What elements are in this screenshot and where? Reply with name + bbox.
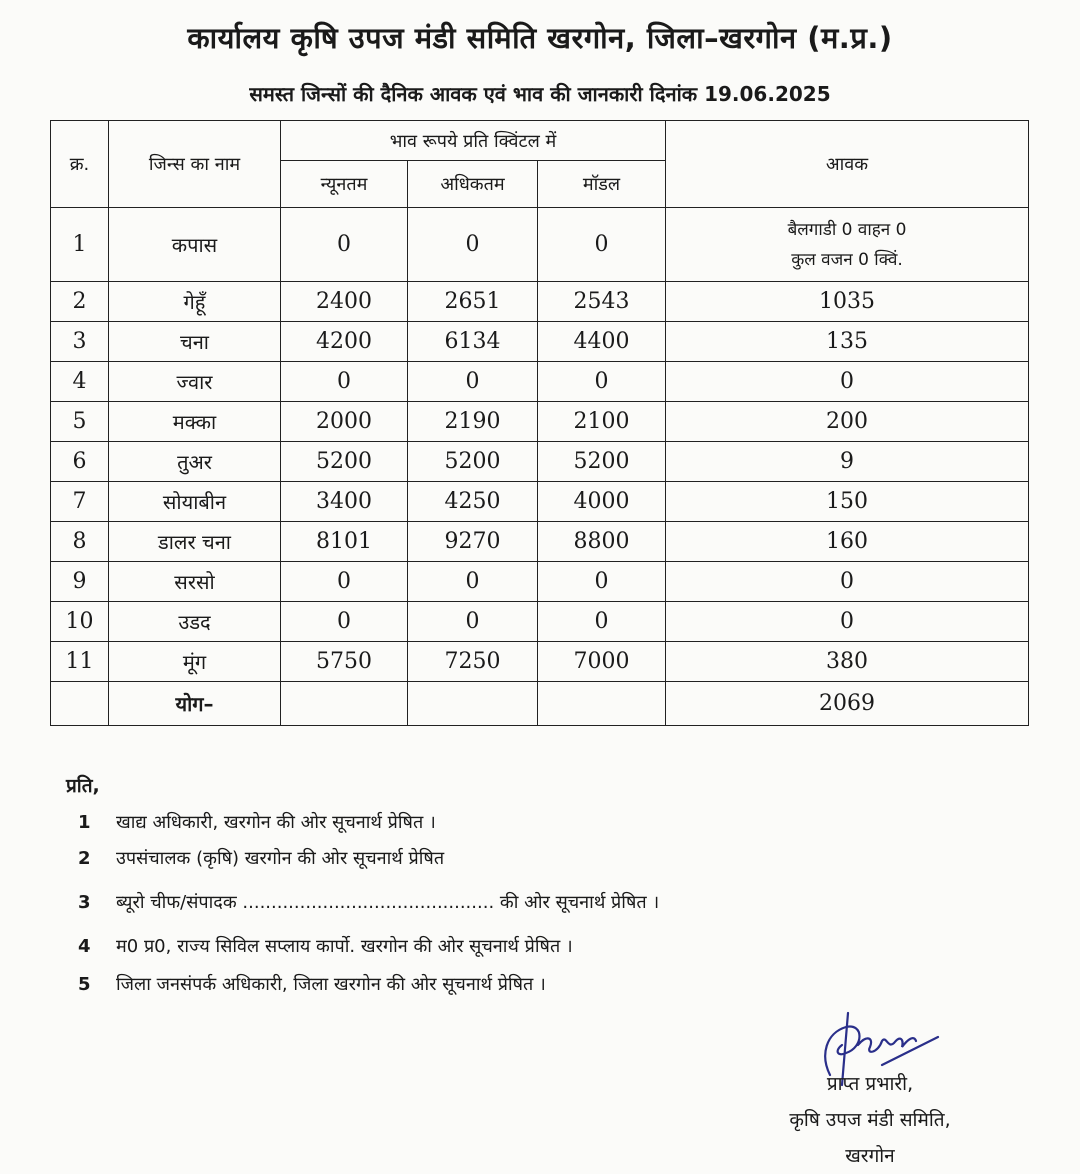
row-arrival: 0 (666, 562, 1029, 602)
row-arrival: 1035 (666, 282, 1029, 322)
total-empty-model (538, 682, 666, 726)
office-title: कार्यालय कृषि उपज मंडी समिति खरगोन, जिला–खरगोन (म.प्र.) (187, 21, 893, 55)
item-number: 5 (78, 974, 91, 995)
row-min: 5750 (281, 642, 408, 682)
col-price-group: भाव रूपये प्रति क्विंटल में (281, 121, 666, 161)
row-arrival: 135 (666, 322, 1029, 362)
distribution-heading: प्रति, (66, 775, 100, 797)
row-commodity: चना (109, 322, 281, 362)
row-max: 0 (408, 562, 538, 602)
row-min: 3400 (281, 482, 408, 522)
row-model: 5200 (538, 442, 666, 482)
row-commodity: सोयाबीन (109, 482, 281, 522)
row-min: 2000 (281, 402, 408, 442)
total-empty-max (408, 682, 538, 726)
row-max: 9270 (408, 522, 538, 562)
row-commodity: सरसो (109, 562, 281, 602)
table-row (51, 362, 1029, 402)
row-commodity: उडद (109, 602, 281, 642)
row-arrival: 0 (666, 602, 1029, 642)
table-row (51, 442, 1029, 482)
row-commodity: मूंग (109, 642, 281, 682)
col-sno: क्र. (51, 121, 109, 208)
header-row (51, 121, 1029, 161)
row-min: 2400 (281, 282, 408, 322)
row-arrival: 160 (666, 522, 1029, 562)
arrival-weight: कुल वजन 0 क्विं. (791, 249, 903, 270)
row-arrival: 150 (666, 482, 1029, 522)
table-row (51, 562, 1029, 602)
table-row (51, 522, 1029, 562)
item-number: 4 (78, 936, 91, 957)
row-model: 2100 (538, 402, 666, 442)
signoff-committee: कृषि उपज मंडी समिति, (789, 1109, 951, 1131)
item-number: 3 (78, 892, 91, 913)
row-commodity: ज्वार (109, 362, 281, 402)
total-arrival: 2069 (666, 682, 1029, 726)
row-min: 0 (281, 602, 408, 642)
row-arrival: 380 (666, 642, 1029, 682)
row-model: 2543 (538, 282, 666, 322)
total-row (51, 682, 1029, 726)
report-subtitle: समस्त जिन्सों की दैनिक आवक एवं भाव की जानकारी दिनांक 19.06.2025 (249, 82, 831, 106)
row-arrival: 0 (666, 362, 1029, 402)
row-max: 6134 (408, 322, 538, 362)
row-sno: 5 (51, 402, 109, 442)
signoff-designation: प्राप्त प्रभारी, (826, 1073, 914, 1095)
table-row (51, 282, 1029, 322)
arrival-vehicles: बैलगाडी 0 वाहन 0 (787, 219, 907, 240)
item-number: 2 (78, 848, 91, 869)
row-model: 8800 (538, 522, 666, 562)
col-arrival: आवक (666, 121, 1029, 208)
signoff-place: खरगोन (845, 1145, 895, 1167)
row-commodity: डालर चना (109, 522, 281, 562)
item-number: 1 (78, 812, 91, 833)
row-max: 7250 (408, 642, 538, 682)
item-text: उपसंचालक (कृषि) खरगोन की ओर सूचनार्थ प्रेषित (116, 848, 445, 869)
col-max: अधिकतम (408, 161, 538, 208)
row-min: 4200 (281, 322, 408, 362)
row-model: 0 (538, 602, 666, 642)
row-model: 4400 (538, 322, 666, 362)
col-model: मॉडल (538, 161, 666, 208)
row-model: 7000 (538, 642, 666, 682)
item-text: म0 प्र0, राज्य सिविल सप्लाय कार्पो. खरगोन की ओर सूचनार्थ प्रेषित । (116, 936, 573, 957)
row-max: 0 (408, 602, 538, 642)
row-commodity: मक्का (109, 402, 281, 442)
distribution-item (78, 810, 436, 834)
table-row (51, 322, 1029, 362)
row-max: 0 (408, 362, 538, 402)
row-commodity: तुअर (109, 442, 281, 482)
item-text: जिला जनसंपर्क अधिकारी, जिला खरगोन की ओर सूचनार्थ प्रेषित । (116, 974, 546, 995)
row-sno: 1 (51, 208, 109, 282)
row-model: 4000 (538, 482, 666, 522)
row-sno: 9 (51, 562, 109, 602)
item-text: ब्यूरो चीफ/संपादक ............................................ की ओर सूचनार्थ प्रेषित । (116, 892, 660, 913)
total-empty-sno (51, 682, 109, 726)
row-min: 8101 (281, 522, 408, 562)
row-sno: 8 (51, 522, 109, 562)
row-max: 4250 (408, 482, 538, 522)
row-max: 2651 (408, 282, 538, 322)
col-name: जिन्स का नाम (109, 121, 281, 208)
table-row (51, 602, 1029, 642)
total-label: योग– (109, 682, 281, 726)
row-sno: 4 (51, 362, 109, 402)
item-text: खाद्य अधिकारी, खरगोन की ओर सूचनार्थ प्रेषित । (116, 812, 436, 833)
row-sno: 2 (51, 282, 109, 322)
table-row (51, 642, 1029, 682)
row-sno: 10 (51, 602, 109, 642)
rates-table (50, 120, 1029, 726)
row-min: 0 (281, 362, 408, 402)
signoff-block (740, 1066, 1000, 1174)
row-sno: 7 (51, 482, 109, 522)
distribution-item (78, 846, 444, 870)
total-empty-min (281, 682, 408, 726)
row-model: 0 (538, 362, 666, 402)
row-sno: 6 (51, 442, 109, 482)
distribution-item (78, 934, 573, 958)
distribution-item (78, 890, 659, 914)
row-max: 5200 (408, 442, 538, 482)
row-min: 0 (281, 208, 408, 282)
row-min: 0 (281, 562, 408, 602)
row-arrival (666, 208, 1029, 282)
row-max: 0 (408, 208, 538, 282)
row-max: 2190 (408, 402, 538, 442)
table-row (51, 208, 1029, 282)
row-sno: 3 (51, 322, 109, 362)
row-model: 0 (538, 208, 666, 282)
table-row (51, 402, 1029, 442)
row-arrival: 200 (666, 402, 1029, 442)
col-min: न्यूनतम (281, 161, 408, 208)
row-commodity: कपास (109, 208, 281, 282)
table-row (51, 482, 1029, 522)
row-model: 0 (538, 562, 666, 602)
distribution-item (78, 972, 546, 996)
row-arrival: 9 (666, 442, 1029, 482)
row-commodity: गेहूँ (109, 282, 281, 322)
row-min: 5200 (281, 442, 408, 482)
row-sno: 11 (51, 642, 109, 682)
